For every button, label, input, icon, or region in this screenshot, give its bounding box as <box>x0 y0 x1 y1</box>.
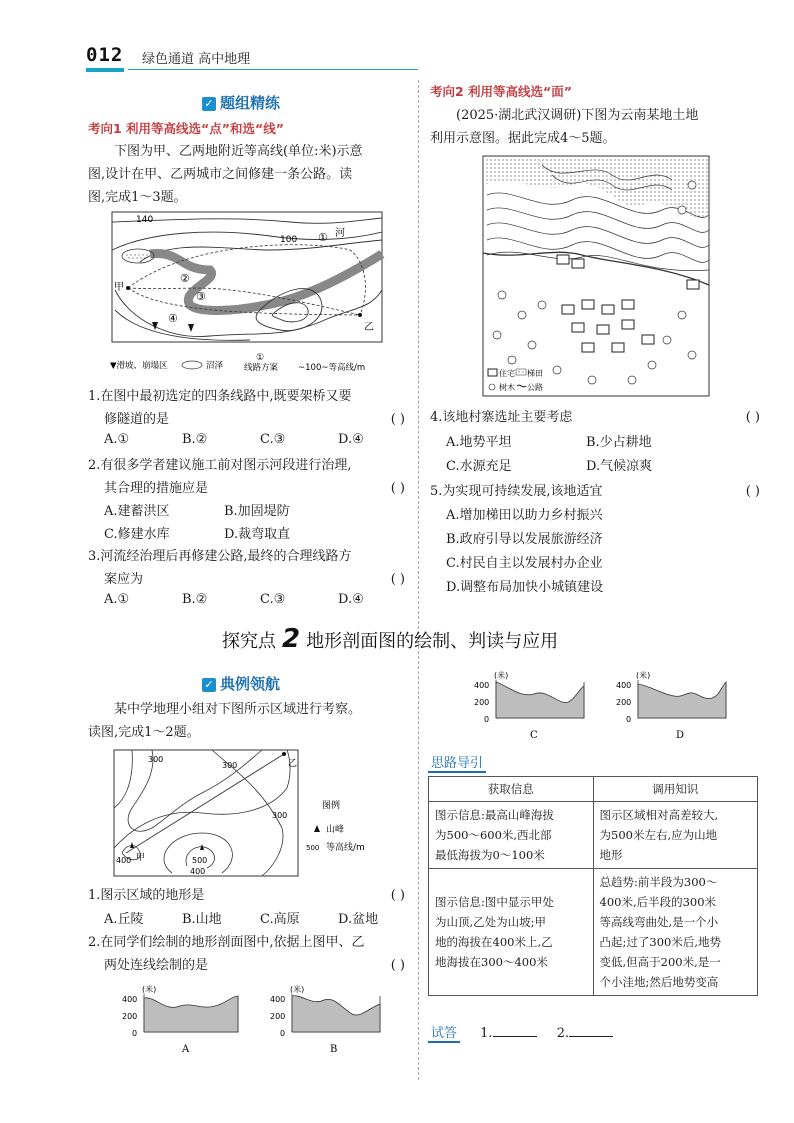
svg-text:0: 0 <box>484 715 490 724</box>
q3-options: A.① B.② C.③ D.④ <box>104 592 364 607</box>
svg-text:400: 400 <box>116 856 132 865</box>
guide-cell: 图示信息:最高山峰海拔 为500～600米,西北部 最低海拔为0～100米 <box>429 802 594 869</box>
svg-text:A: A <box>182 1044 190 1055</box>
svg-text:D: D <box>676 730 685 741</box>
svg-text:(米): (米) <box>142 985 157 994</box>
peak-icon <box>130 842 134 848</box>
question-5: 5.为实现可持续发展,该地适宜 ( ) <box>430 484 760 499</box>
svg-text:200: 200 <box>122 1012 138 1021</box>
guide-cell: 图示区域相对高差较大, 为500米左右,应为山地 地形 <box>593 802 758 869</box>
svg-text:图例: 图例 <box>322 801 341 811</box>
section-2-heading: 探究点 2 地形剖面图的绘制、判读与应用 <box>222 624 559 654</box>
contour-map-2 <box>112 748 382 880</box>
svg-text:河: 河 <box>335 228 345 239</box>
section-heading-practice: ✓ 题组精练 <box>202 92 280 113</box>
svg-text:①: ① <box>318 231 328 244</box>
svg-text:(米): (米) <box>494 671 509 680</box>
svg-text:梯田: 梯田 <box>527 369 543 378</box>
direction-1: 考向1 利用等高线选“点”和选“线” <box>88 121 284 136</box>
svg-text:400: 400 <box>616 681 632 690</box>
svg-text:300: 300 <box>148 755 164 764</box>
svg-text:500: 500 <box>192 856 208 865</box>
option[interactable]: A.① <box>104 432 130 447</box>
svg-text:400: 400 <box>190 867 206 876</box>
svg-text:0: 0 <box>626 715 632 724</box>
header-line <box>128 69 418 70</box>
s2-question-1: 1.图示区域的地形是 ( ) <box>88 888 405 903</box>
svg-text:▼滑坡、崩塌区: ▼滑坡、崩塌区 <box>110 361 168 371</box>
q5-options: A.增加梯田以助力乡村振兴 B.政府引导以发展旅游经济 C.村民自主以发展村办企业 D.调整布局加快小城镇建设 <box>446 508 604 595</box>
svg-text:树木: 树木 <box>499 383 515 392</box>
svg-text:①: ① <box>256 353 265 363</box>
q2-options: A.建蓄洪区 B.加固堤防 C.修建水库 D.裁弯取直 <box>104 504 291 542</box>
q1-options <box>104 432 404 447</box>
svg-text:140: 140 <box>136 215 154 225</box>
svg-text:乙: 乙 <box>288 759 298 769</box>
svg-text:500: 500 <box>306 844 320 852</box>
svg-text:④: ④ <box>168 312 178 325</box>
svg-text:线路方案: 线路方案 <box>244 363 279 373</box>
svg-text:400: 400 <box>474 681 490 690</box>
guide-cell: 图示信息:图中显示甲处 为山顶,乙处为山坡;甲 地的海拔在400米上,乙 地海拔在300～400米 <box>429 869 594 996</box>
svg-text:(米): (米) <box>290 985 305 994</box>
guide-header: 获取信息 <box>429 777 594 802</box>
guide-tag: 思路导引 <box>428 752 486 771</box>
direction-2: 考向2 利用等高线选“面” <box>430 84 572 99</box>
q4-options: A.地势平坦 B.少占耕地 C.水源充足 D.气候凉爽 <box>446 435 653 474</box>
check-icon: ✓ <box>202 97 216 111</box>
svg-text:②: ② <box>180 272 190 285</box>
svg-text:③: ③ <box>196 290 206 303</box>
question-1: 1.在图中最初选定的四条线路中,既要架桥又要 修隧道的是 ( ) <box>88 389 405 427</box>
option[interactable]: D.④ <box>338 432 364 447</box>
svg-text:C: C <box>530 730 538 741</box>
village-land-use-map <box>482 155 710 397</box>
answer-blank-1[interactable] <box>493 1024 537 1037</box>
svg-text:(米): (米) <box>636 671 651 680</box>
intro-1: 下图为甲、乙两地附近等高线(单位:米)示意 图,设计在甲、乙两城市之间修建一条公路。读 图,完成1～3题。 <box>88 144 363 205</box>
svg-text:住宅: 住宅 <box>499 369 515 378</box>
intro-3: 某中学地理小组对下图所示区域进行考察。 读图,完成1～2题。 <box>88 702 362 740</box>
landslide-icon <box>188 324 194 332</box>
profile-C <box>472 668 592 744</box>
option[interactable]: B.② <box>182 432 208 447</box>
svg-text:200: 200 <box>474 698 490 707</box>
svg-text:0: 0 <box>132 1029 138 1038</box>
option[interactable]: C.③ <box>260 432 286 447</box>
svg-text:沼泽: 沼泽 <box>206 361 224 371</box>
page-number: 012 <box>86 44 124 66</box>
profile-B <box>268 982 388 1058</box>
svg-text:乙: 乙 <box>364 322 374 333</box>
question-4: 4.该地村寨选址主要考虑 ( ) <box>430 410 760 425</box>
svg-text:B: B <box>330 1044 338 1055</box>
answer-line: 试答 1. 2. <box>428 1022 613 1041</box>
svg-text:等高线/m: 等高线/m <box>326 843 365 853</box>
svg-text:山峰: 山峰 <box>326 825 345 835</box>
svg-text:300: 300 <box>222 761 238 770</box>
section-heading-example: ✓ 典例领航 <box>202 673 280 694</box>
svg-text:甲: 甲 <box>114 282 124 293</box>
profile-A <box>120 982 240 1058</box>
guide-header: 调用知识 <box>593 777 758 802</box>
column-divider <box>418 80 419 1080</box>
question-2: 2.有很多学者建议施工前对图示河段进行治理, 其合理的措施应是 ( ) <box>88 458 405 496</box>
svg-text:300: 300 <box>272 811 288 820</box>
header-bar <box>86 68 124 72</box>
answer-blank-2[interactable] <box>569 1024 613 1037</box>
svg-text:~100~等高线/m: ~100~等高线/m <box>298 363 366 373</box>
profile-D <box>614 668 734 744</box>
s2-question-2: 2.在同学们绘制的地形剖面图中,依据上图甲、乙 两处连线绘制的是 ( ) <box>88 935 405 973</box>
question-3: 3.河流经治理后再修建公路,最终的合理线路方 案应为 ( ) <box>88 549 405 587</box>
svg-text:200: 200 <box>616 698 632 707</box>
svg-text:200: 200 <box>270 1012 286 1021</box>
svg-text:400: 400 <box>122 995 138 1004</box>
svg-text:100: 100 <box>280 235 298 245</box>
s2-q1-options: A.丘陵 B.山地 C.高原 D.盆地 <box>104 912 379 927</box>
guide-cell: 总趋势:前半段为300～ 400米,后半段的300米 等高线弯曲处,是一个小 凸起;过了300米后,地势 变低,但高于200米,是一 个小洼地;然后地势变高 <box>593 869 758 996</box>
book-title: 绿色通道 高中地理 <box>142 52 251 67</box>
svg-text:0: 0 <box>280 1029 286 1038</box>
guide-table <box>428 776 758 996</box>
check-icon: ✓ <box>202 678 216 692</box>
svg-text:甲: 甲 <box>136 853 146 863</box>
svg-text:400: 400 <box>270 995 286 1004</box>
intro-2: (2025·湖北武汉调研)下图为云南某地土地 利用示意图。据此完成4～5题。 <box>430 108 699 146</box>
contour-map-1 <box>110 210 385 380</box>
svg-text:公路: 公路 <box>527 383 543 392</box>
